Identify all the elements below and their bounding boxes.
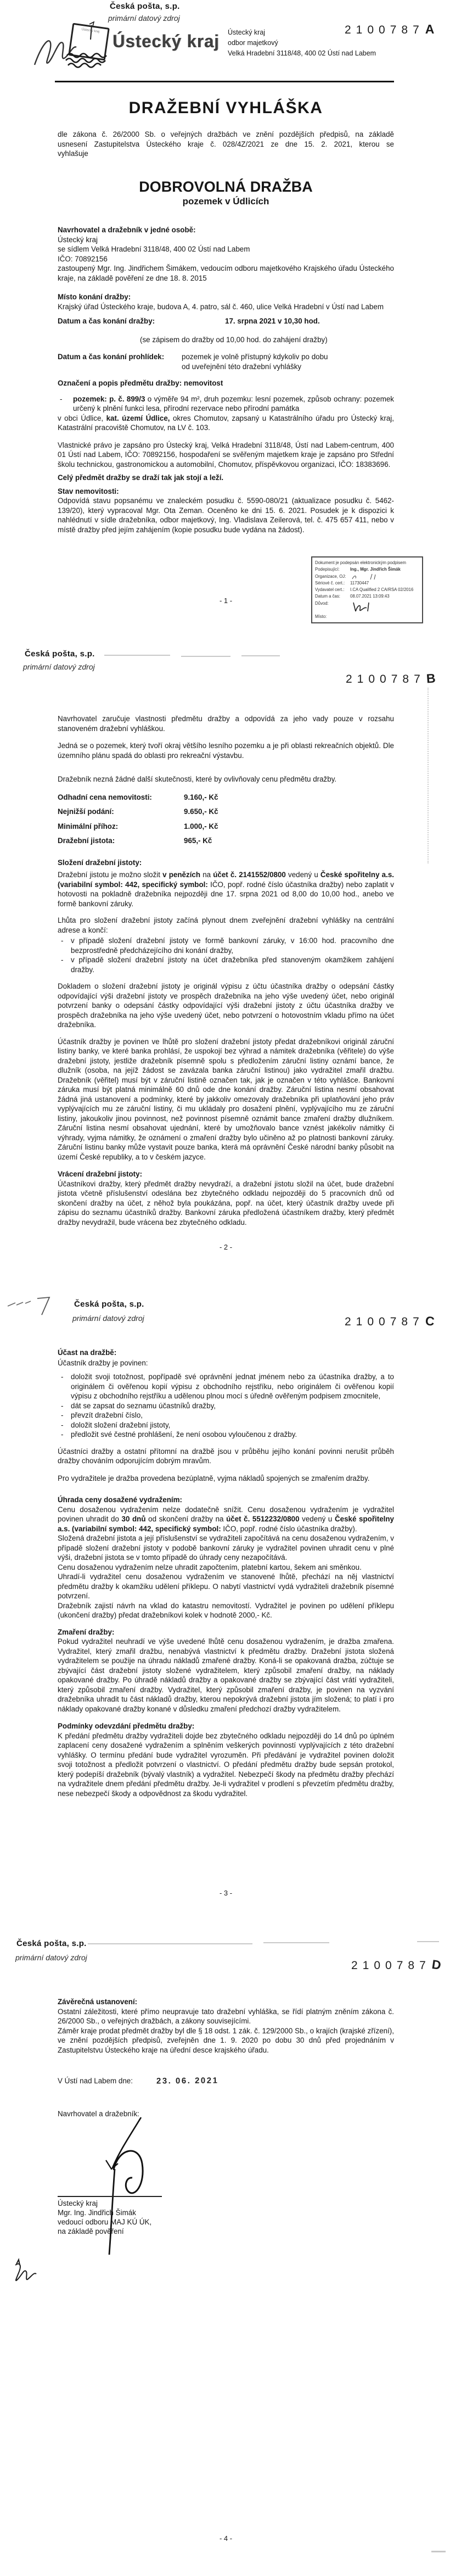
handover-paragraph: K předání předmětu dražby vydražiteli dojde bez zbytečného odkladu nejpozději do 14 dnů po úplném zaplacení ceny dosažené vydražením a splněním veškerých povinností vyplývajících z této dražební vyhlášky. O termínu předání bude vydražitel vyrozuměn. Při předávání je vydražitel povinen doložit svoji totožnost a předložit potvrzení o vlastnictví. O předání předmětu dražby bude sepsán protokol, který podepíší dražebník (bývalý vlastník) a vydražitel. Nebezpečí škody na předmětu dražby přechází na vydražitele dnem předání předmětu dražby. Je-li vydražitel v prodlení s převzetím předmětu dražby, nese nebezpečí škody a odpovědnost za škodu vydražitel. [58,1731,394,1798]
price-value: 965,- Kč [184,837,212,845]
participation-heading: Účast na dražbě: [58,1348,117,1357]
refund-paragraph: Účastníkovi dražby, který předmět dražby nevydraží, a dražební jistotu složil na účet, bude dražební jistota včetně příslušenství odeslána bez zbytečného odkladu nejpozději do 5 pracovních dnů od skončení dražby na účet, z něhož byla poukázána, popř. na účet, který účastník dražby uvede při zápisu do seznamu účastníků dražby. Bankovní záruka předložená účastníkem dražby, který předmět dražby nevydražil, bude vrácena bez zbytečného odkladu. [58,1179,394,1226]
price-label: Nejnižší podání: [58,807,114,816]
doc-number-digits: 2100787 [345,1315,424,1328]
intro-paragraph: dle zákona č. 26/2000 Sb. o veřejných dražbách ve znění pozdějších předpisů, na základě usnesení Zastupitelstva Ústeckého kraje č. 028/4Z/2021 ze dne 15. 2. 2021, kterou se vyhlašuje [58,130,394,158]
esig-value: 11730447 [350,580,369,586]
document-title: DRAŽEBNÍ VYHLÁŠKA [128,99,323,117]
place-date-row [58,2076,394,2086]
duty-list-item: - převzít dražební číslo, [58,1410,394,1420]
proposer-heading: Navrhovatel a dražebník v jedné osobě: [58,226,196,234]
bank-guarantee-paragraph: Účastník dražby je povinen ve lhůtě pro složení dražební jistoty předat dražebníkovi originál záruční listiny banky, ve které banka prohlásí, že uspokojí bez výhrad a námitek dražebníka (věřitele) do výše dražební jistoty, jestliže dražebník písemně spolu s předložením záruční listiny oznámí bance, že dlužník (osoba, na jejíž žádost se zavázala banka záruční listinou) jako vydražitel zmařil dražbu. Dražebník (věřitel) musí být v záruční listině označen tak, jak je označen v této vyhlášce. Bankovní záruka musí být platná minimálně 60 dnů ode dne konání dražby. Záruční listina nesmí obsahovat žádná jiná ustanovení a podmínky, které by jakkoliv omezovaly dražebníka při uplatňování jeho práv vyplývajících mu ze záruční listiny, či mu ukládaly pro dosažení plnění, vyplývajícího mu ze záruční listiny, jakoukoliv jinou povinnost, než povinnost písemně oznámit bance zmaření dražby dlužníkem. Záruční listina nesmí obsahovat ujednání, které by umožňovalo bance vznést jakékoliv námitky či výhrady, vyjma námitky, že oznámení o zmaření dražby bylo učiněno až po platnosti bankovní záruky. Záruční listinu banky může vystavit pouze banka, která má oprávnění České národní banky působit na území České republiky, a to v českém jazyce. [58,1037,394,1161]
proposer-line: se sídlem Velká Hradební 3118/48, 400 02 Ústí nad Labem [58,245,250,253]
duty-list-item: - předložit své čestné prohlášení, že není osobou vyloučenou z dražby. [58,1430,394,1440]
proof-paragraph: Dokladem o složení dražební jistoty je originál výpisu z účtu účastníka dražby o odepsání částky odpovídající výši dražební jistoty ve prospěch dražebníka na jeho výše uvedený účet, nebo originál potvrzení banky o odepsání částky odpovídající výši dražební jistoty z účtu účastníka dražby ve prospěch dražebníka na jeho výše uvedený účet, nebo potvrzení o hotovostním vkladu přímo na účet dražebníka. [58,982,394,1029]
page-number: - 3 - [219,1889,233,1897]
esig-title: Dokument je podepsán elektronickým podpisem [315,560,406,565]
deposit-paragraph: Dražební jistotu je možno složit v penězích na účet č. 2141552/0800 vedený u České spořitelny a.s. (variabilní symbol: 442, specifický symbol: IČO, popř. rodné číslo účastníka dražby) nebo zaplatit v hotovosti na pokladně dražebníka nejpozději dne 17. srpna 2021 od 8,00 do 10,00 hod., anebo ve formě bankovní záruky. [58,871,394,908]
esig-label: Datum a čas: [315,594,340,599]
doc-number-digits: 2100787 [346,673,425,685]
auction-type-title: DOBROVOLNÁ DRAŽBA [139,179,313,195]
deposit-heading: Složení dražební jistoty: [58,858,142,867]
duty-list-item: - dát se zapsat do seznamu účastníků dražby, [58,1401,394,1411]
price-row [58,807,394,817]
final-paragraph: Ostatní záležitosti, které přímo neupravuje tato dražební vyhláška, se řídí platným zněním zákona č. 26/2000 Sb., o veřejných dražbách, a zákony souvisejícími. [58,2007,394,2025]
subject-continuation: v obci Údlice, kat. území Údlice, okres Chomutov, zapsaný u Katastrálního úřadu pro Ústecký kraj, Katastrální pracoviště Chomutov, na LV č. 103. [58,414,394,432]
postmark-stamp-inner-text: Ústecký kraj [81,27,100,34]
esig-value: I.CA Qualified 2 CA/RSA 02/2016 [350,587,414,593]
subject-list-item: - pozemek: p. č. 899/3 o výměře 94 m², druh pozemku: lesní pozemek, způsob ochrany: pozemek určený k plnění funkci lesa, přírodní rezervace nebo přírodní památka [58,394,394,414]
deadline-list-item: - v případě složení dražební jistoty na účet dražebníka před stanoveným okamžikem zahájení dražby. [58,955,394,974]
doc-number-suffix: C [424,1313,435,1329]
no-offset-paragraph: Cenu dosaženou vydražením nelze uhradit započtením, platební kartou, šekem ani směnkou. [58,1563,362,1571]
viewing-datetime-label: Datum a čas konání prohlídek: [58,353,165,361]
viewing-datetime-value [182,352,328,371]
sender-subtitle: primární datový zdroj [15,1953,87,1962]
sender-name: Česká pošta, s.p. [25,649,95,659]
handwritten-signature [91,2115,156,2258]
deadline-intro-paragraph: Lhůta pro složení dražební jistoty začíná plynout dnem zveřejnění dražební vyhlášky na centrální adrese a končí: [58,916,394,934]
signature-line [58,2196,162,2197]
payment-paragraph: Cenu dosaženou vydražením nelze dodatečně snížit. Cenu dosaženou vydražením je vydražitel povinen uhradit do 30 dnů od skončení dražby na účet č. 5512232/0800 vedený u České spořitelny a.s. (variabilní symbol: 442, specifický symbol: IČO, popř. rodné číslo účastníka dražby). [58,1505,395,1533]
esig-row [315,573,419,580]
doc-number-suffix: A [425,22,435,36]
price-label: Dražební jistota: [58,837,115,845]
price-label: Odhadní cena nemovitosti: [58,793,152,801]
condition-paragraph: Odpovídá stavu popsanému ve znaleckém posudku č. 5590-080/21 (aktualizace posudku č. 5462-139/20), který vypracoval Mgr. Ota Zeman. Oceněno ke dni 15. 6. 2021. Posudek je k dispozici k nahlédnutí v sídle dražebníka, odbor majetkový, Ing. Vladislava Zeilerová, tel. č. 475 657 411, nebo v místě dražby před jejím zahájením (kopie posudku bude vydána na žádost). [58,497,394,534]
proposer-line: Ústecký kraj [58,235,98,244]
page-1 [0,0,450,644]
cadastre-paragraph: Dražebník zajistí návrh na vklad do katastru nemovitostí. Vydražitel je povinen po udělení příklepu (ukončení dražby) předat dražebníkovi kolek v hodnotě 2000,- Kč. [58,1601,394,1619]
esig-label: Místo: [315,614,327,619]
conduct-paragraph: Účastníci dražby a ostatní přítomní na dražbě jsou v průběhu jejího konání povinni nerušit průběh dražby chováním odporujícím dobrým mravům. [58,1447,394,1465]
esig-label: Důvod: [315,600,329,606]
proposer-line: zastoupený Mgr. Ing. Jindřichem Šimákem, vedoucím odboru majetkového Krajského úřadu Ústeckého kraje, na základě pověření ze dne 18. 8. 2015 [58,264,394,282]
signer-line: Ústecký kraj [58,2199,98,2207]
frustration-heading: Zmaření dražby: [58,1627,115,1636]
deadline-list-item: - v případě složení dražební jistoty ve formě bankovní záruky, v 16:00 hod. pracovního dne bezprostředně předcházejícího dni konání dražby, [58,936,394,955]
handwritten-scribble [5,1294,60,1319]
frustration-paragraph: Pokud vydražitel neuhradí ve výše uvedené lhůtě cenu dosaženou vydražením, je dražba zmařena. Vydražitel, který zmařil dražbu, nenabývá vlastnictví k předmětu dražby. Dražební jistota složená vydražitelem se použije na úhradu nákladů zmařené dražby. Koná-li se opakovaná dražba, zúčtuje se zbývající část dražební jistoty složené vydražitelem, který způsobil zmaření dražby, na náklady opakované dražby. Po úhradě nákladů dražby a opakované dražby se zbývající část vrátí vydražiteli, který způsobil zmaření dražby. Vydražitel, který způsobil zmaření dražby, je povinen na vyzvání dražebníka uhradit tu část nákladů dražby, kterou nepokrývá dražební jistota jím složená; to platí i pro náklady opakované dražby konané v důsledku zmaření předchozí dražby vydražitelem. [58,1637,394,1713]
handwritten-initials [9,2256,42,2295]
addressee-line-3: Velká Hradební 3118/48, 400 02 Ústí nad Labem [228,49,376,57]
doc-number [345,22,434,37]
handwritten-date: 23. 06. 2021 [156,2076,219,2086]
scan-artifact [88,1943,252,1944]
postmark-waves-icon [65,53,117,70]
page-4-body [58,1997,394,2118]
scan-artifact [181,656,230,657]
doc-number [345,1314,434,1329]
stamp-region-name: Ústecký kraj [113,31,220,52]
no-facts-paragraph: Dražebník nezná žádné další skutečnosti, které by ovlivňovaly cenu předmětu dražby. [58,775,337,783]
price-row [58,822,394,832]
scan-artifact [431,2551,446,2552]
auction-subject-subtitle: pozemek v Údlicích [182,196,269,207]
sender-name: Česká pošta, s.p. [16,1939,87,1948]
signer-block [58,2196,184,2236]
viewing-value-line: pozemek je volně přístupný kdykoliv po dobu [182,353,328,361]
esig-row [315,587,419,593]
price-value: 1.000,- Kč [184,822,218,830]
scan-artifact [104,655,170,656]
registration-note: (se zápisem do dražby od 10,00 hod. do zahájení dražby) [140,335,328,344]
doc-number-digits: 2100787 [345,24,424,36]
esig-row [315,580,419,587]
duty-list-item: - doložit složení dražební jistoty, [58,1420,394,1430]
esig-row [315,566,419,573]
signer-line: na základě pověření [58,2227,124,2235]
page-1-body [58,225,394,534]
participation-intro: Účastník dražby je povinen: [58,1358,148,1367]
warranty-paragraph: Navrhovatel zaručuje vlastnosti předmětu dražby a odpovídá za jeho vady pouze v rozsahu stanoveném dražební vyhláškou. [58,715,394,733]
price-row [58,793,394,802]
scan-artifact [417,1941,439,1942]
ownership-paragraph: Vlastnické právo je zapsáno pro Ústecký kraj, Velká Hradební 3118/48, Ústí nad Labem-centrum, 400 01 Ústí nad Labem, IČO: 70892156, hospodaření se svěřeným majetkem kraje je zapsáno pro Střední školu technickou, gastronomickou a automobilní, Chomutov, příspěvkovou organizaci, IČO: 18383696. [58,441,394,469]
auction-datetime-row [58,316,394,326]
header-divider [55,81,394,82]
doc-number [346,671,435,686]
sender-name: Česká pošta, s.p. [74,1300,144,1309]
addressee-line-1: Ústecký kraj [228,29,266,36]
price-row [58,836,394,846]
page-2 [0,644,450,1287]
esig-value: 08.07.2021 13:09:43 [350,594,390,599]
ownership-transfer-paragraph: Uhradí-li vydražitel cenu dosaženou vydražením ve stanovené lhůtě, přechází na něj vlastnictví předmětu dražby k okamžiku udělení příklepu. O nabytí vlastnictví vydá vydražiteli dražebník písemné potvrzení. [58,1573,394,1600]
signer-line: Mgr. Ing. Jindřich Šimák [58,2209,136,2217]
scan-artifact [428,688,429,863]
doc-number-suffix: D [431,1956,442,1973]
proposer-line: IČO: 70892156 [58,254,108,263]
price-label: Minimální příhoz: [58,822,119,830]
page-number: - 4 - [219,2534,233,2542]
place-date-label: V Ústí nad Labem dne: [58,2077,133,2085]
auction-datetime-value: 17. srpna 2021 v 10,30 hod. [225,317,320,325]
scan-artifact [263,1942,329,1943]
condition-heading: Stav nemovitosti: [58,487,119,495]
price-value: 9.160,- Kč [184,793,218,801]
price-value: 9.650,- Kč [184,807,218,816]
subject-heading: Označení a popis předmětu dražby: nemovitost [58,379,223,387]
esig-value: Ing., Mgr. Jindřich Šimák [350,567,401,572]
signer-intro: Navrhovatel a dražebník: [58,2109,139,2118]
doc-number-digits: 2100787 [351,1959,431,1972]
esig-row [315,614,419,620]
page-3-body [58,1348,394,1798]
esig-label: Podepisující: [315,567,340,572]
electronic-signature-box [311,556,423,623]
final-provisions-heading: Závěrečná ustanovení: [58,1998,138,2006]
auction-datetime-label: Datum a čas konání dražby: [58,317,155,325]
venue-text: Krajský úřad Ústeckého kraje, budova A, 4. patro, sál č. 460, ulice Velká Hradební v Ústí nad Labem [58,302,384,311]
sender-subtitle: primární datový zdroj [72,1314,144,1323]
viewing-datetime-row [58,352,394,371]
page-4 [0,1931,450,2576]
venue-heading: Místo konání dražby: [58,293,131,301]
esig-label: Organizace, OJ: [315,573,346,579]
deposit-credit-paragraph: Složená dražební jistota a její příslušenství se vydražiteli započítává na cenu dosaženou vydražením, v případě složení dražební jistoty v podobě bankovní záruky je vydražitel povinen uhradit cenu v plné výši, dražební jistota se v tomto případě do úhrady ceny nezapočítává. [58,1534,394,1562]
payment-heading: Úhrada ceny dosažené vydražením: [58,1496,182,1504]
as-is-clause: Celý předmět dražby se draží tak jak stojí a leží. [58,473,224,482]
page-number: - 2 - [219,1243,233,1251]
addressee-line-2: odbor majetkový [228,39,278,47]
doc-number-suffix: B [425,671,436,686]
scan-artifact [241,655,280,656]
sender-subtitle: primární datový zdroj [108,14,180,23]
free-of-charge-paragraph: Pro vydražitele je dražba provedena bezúplatně, vyjma nákladů spojených se zmařením dražby. [58,1474,370,1482]
refund-heading: Vrácení dražební jistoty: [58,1170,143,1178]
handover-heading: Podmínky odevzdání předmětu dražby: [58,1722,195,1730]
page-number: - 1 - [219,596,233,605]
final-paragraph: Záměr kraje prodat předmět dražby byl dle § 18 odst. 1 zák. č. 129/2000 Sb., o krajích (krajské zřízení), ve znění pozdějších předpisů, zveřejněn dne 1. 9. 2020 po dobu 30 dnů před projednáním v Zastupitelstvu Ústeckého kraje na úřední desce krajského úřadu. [58,2026,394,2054]
esig-scribble-icon [350,573,383,580]
sender-name: Česká pošta, s.p. [110,2,180,11]
page-3 [0,1287,450,1931]
duty-list-item: - doložit svoji totožnost, popřípadě své oprávnění jednat jménem nebo za účastníka dražby, a to originálem či ověřenou kopií výpisu z obchodního rejstříku, nebo originálem či ověřenou kopií výpisu z obchodního rejstříku a udělenou plnou mocí s úředně ověřeným podpisem zmocnitele, [58,1372,394,1401]
esig-label: Vydavatel cert.: [315,587,345,593]
doc-number [351,1958,441,1972]
viewing-value-line: od uveřejnění této dražební vyhlášky [182,362,302,371]
signer-line: vedoucí odboru MAJ KÚ ÚK, [58,2218,152,2226]
sender-subtitle: primární datový zdroj [23,662,95,671]
page-2-body [58,714,394,1227]
land-description-paragraph: Jedná se o pozemek, který tvoří okraj většího lesního pozemku a je při oblasti rekreačních objektů. Dle územního plánu spadá do oblasti pro rekreační výstavbu. [58,741,394,760]
esig-label: Sériové č. cert.: [315,580,345,586]
